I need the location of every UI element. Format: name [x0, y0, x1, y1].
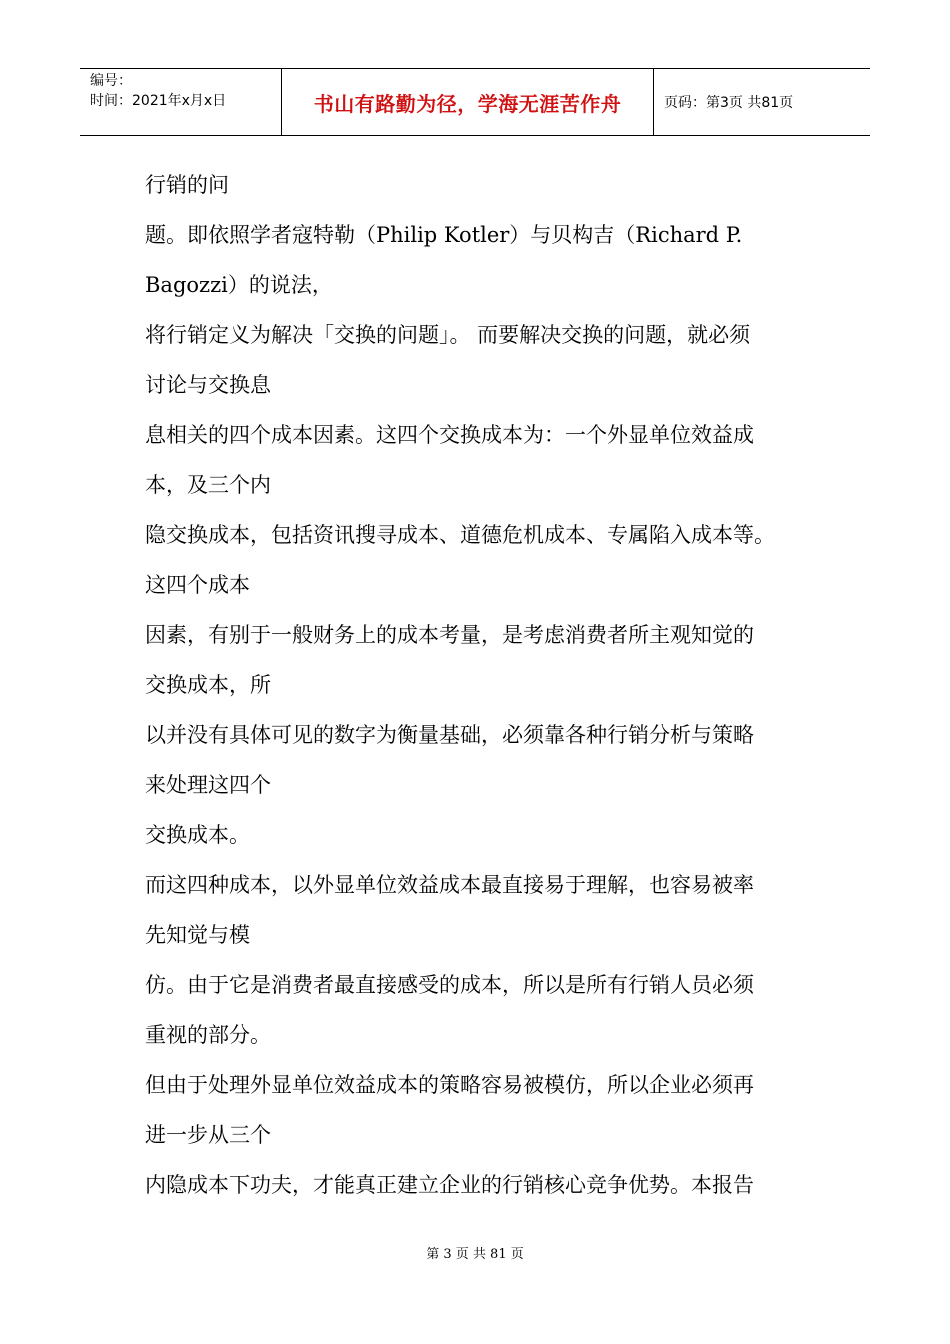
- text-line: 交换成本。: [145, 823, 250, 847]
- text-line: 本，及三个内: [145, 473, 271, 497]
- text-line: 但由于处理外显单位效益成本的策略容易被模仿，所以企业必须再: [145, 1073, 754, 1097]
- page-footer: 第 3 页 共 81 页: [426, 1247, 524, 1262]
- text-line: Bagozzi）的说法，: [145, 273, 333, 297]
- text-line: 因素，有别于一般财务上的成本考量，是考虑消费者所主观知觉的: [145, 623, 754, 647]
- text-line: 先知觉与模: [145, 923, 250, 947]
- text-line: 重视的部分。: [145, 1023, 271, 1047]
- text-line: 行销的问: [145, 173, 229, 197]
- document-date: 时间：2021年x月x日: [90, 93, 227, 109]
- header-meta: [80, 69, 282, 135]
- body-text: [145, 160, 825, 1210]
- text-line: 息相关的四个成本因素。这四个交换成本为：一个外显单位效益成: [145, 423, 754, 447]
- text-line: 将行销定义为解决「交换的问题」。 而要解决交换的问题，就必须: [145, 323, 751, 347]
- page-header: [80, 68, 870, 136]
- text-line: 讨论与交换息: [145, 373, 271, 397]
- text-line: 隐交换成本，包括资讯搜寻成本、道德危机成本、专属陷入成本等。: [145, 523, 775, 547]
- text-line: 而这四种成本，以外显单位效益成本最直接易于理解，也容易被率: [145, 873, 754, 897]
- document-number: 编号：: [90, 73, 132, 89]
- text-line: 交换成本，所: [145, 673, 271, 697]
- text-line: 题。即依照学者寇特勒（Philip Kotler）与贝构吉（Richard P.: [145, 223, 743, 247]
- text-line: 仿。由于它是消费者最直接感受的成本，所以是所有行销人员必须: [145, 973, 754, 997]
- header-page-number: 页码：第3页 共81页: [664, 95, 794, 111]
- text-line: 这四个成本: [145, 573, 250, 597]
- header-motto: 书山有路勤为径，学海无涯苦作舟: [282, 69, 654, 135]
- text-line: 以并没有具体可见的数字为衡量基础，必须靠各种行销分析与策略: [145, 723, 754, 747]
- text-line: 内隐成本下功夫，才能真正建立企业的行销核心竞争优势。本报告: [145, 1173, 754, 1197]
- text-line: 来处理这四个: [145, 773, 271, 797]
- text-line: 进一步从三个: [145, 1123, 271, 1147]
